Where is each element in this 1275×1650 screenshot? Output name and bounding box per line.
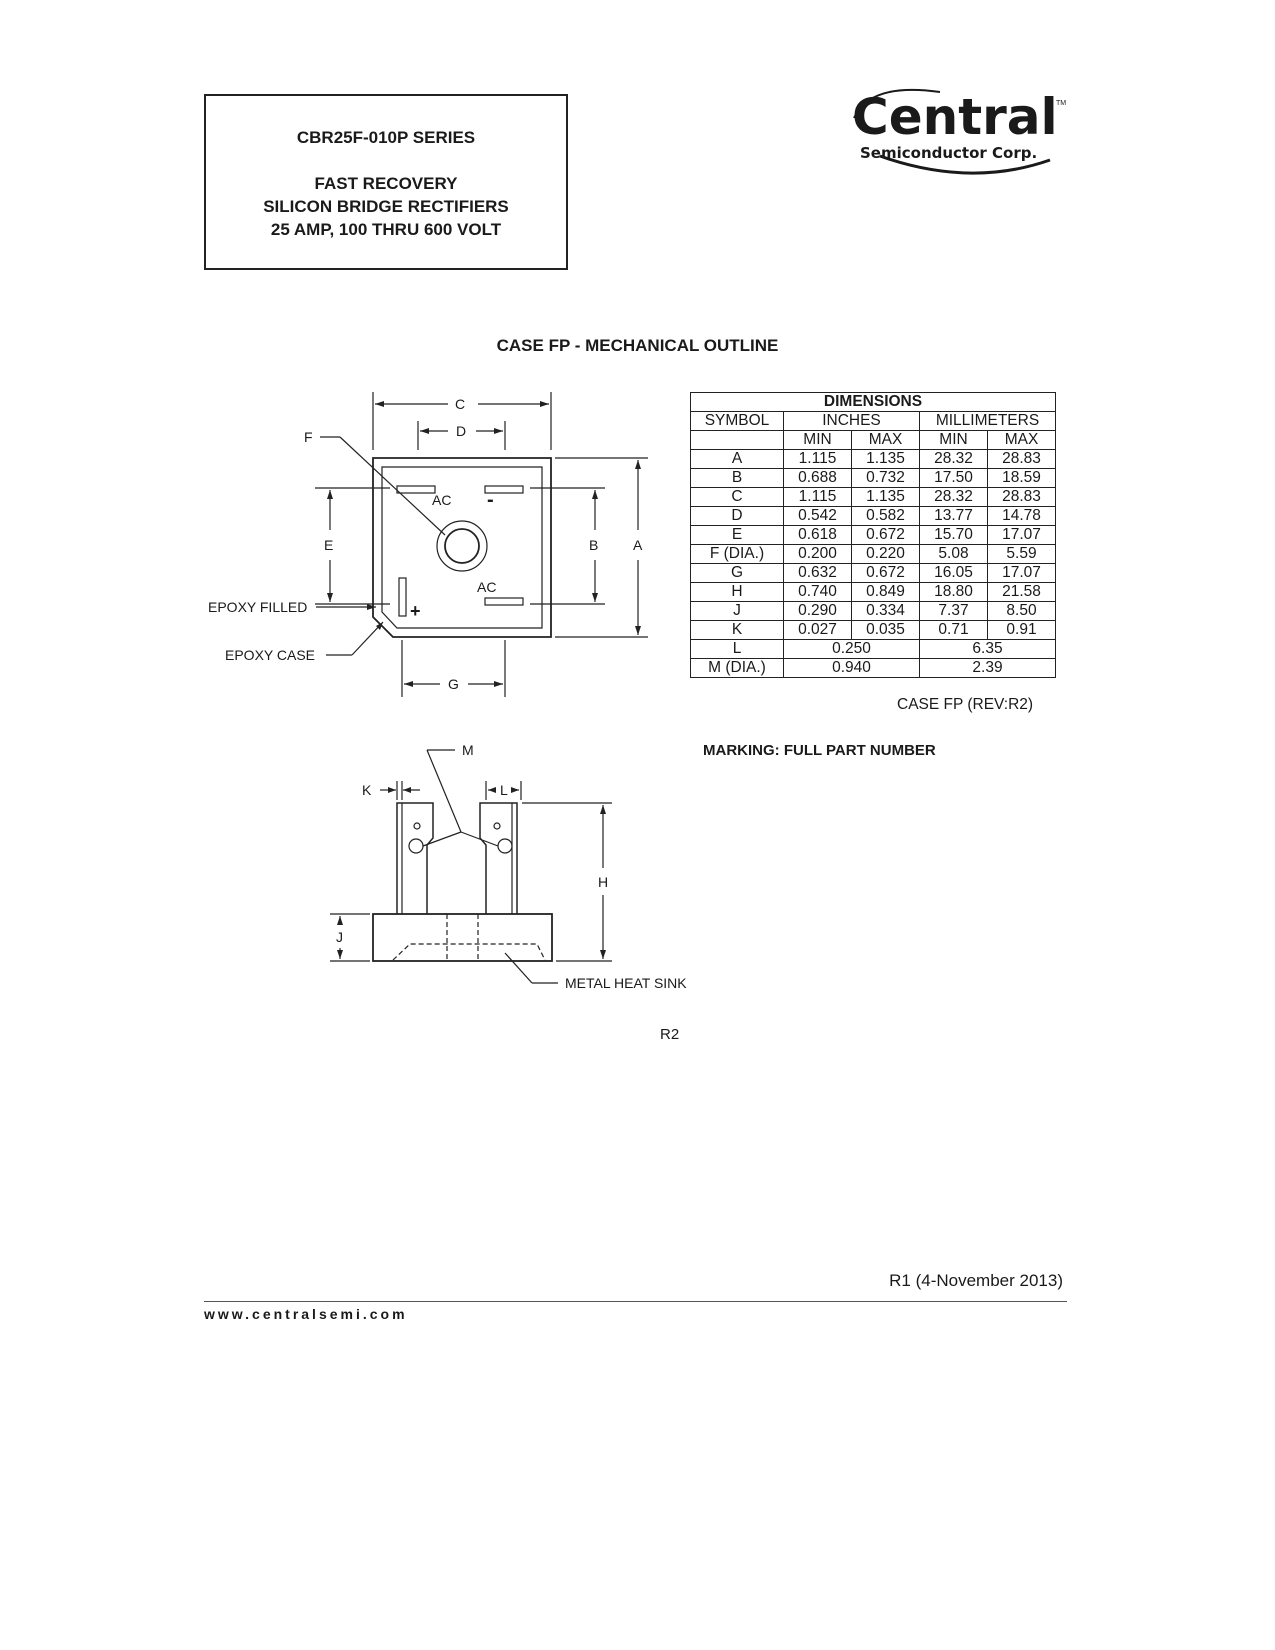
cell: 15.70 xyxy=(920,526,988,545)
cell: B xyxy=(691,469,784,488)
cell: 0.688 xyxy=(784,469,852,488)
table-row xyxy=(691,469,1056,488)
table-row xyxy=(691,659,1056,678)
section-heading: CASE FP - MECHANICAL OUTLINE xyxy=(496,336,779,355)
logo-tm: TM xyxy=(1056,100,1067,107)
cell: 28.32 xyxy=(920,488,988,507)
cell: 1.115 xyxy=(784,450,852,469)
mm-header: MILLIMETERS xyxy=(920,412,1056,431)
marking-note: MARKING: FULL PART NUMBER xyxy=(703,742,936,759)
cell: C xyxy=(691,488,784,507)
cell: J xyxy=(691,602,784,621)
table-row xyxy=(691,507,1056,526)
cell: 1.135 xyxy=(852,450,920,469)
table-row xyxy=(691,564,1056,583)
label-minus: - xyxy=(487,489,494,511)
cell: 2.39 xyxy=(920,659,1056,678)
label-m: M xyxy=(462,742,474,758)
label-c: C xyxy=(455,396,466,412)
inches-max-header: MAX xyxy=(852,431,920,450)
cell: 0.732 xyxy=(852,469,920,488)
cell: 13.77 xyxy=(920,507,988,526)
cell: K xyxy=(691,621,784,640)
cell: F (DIA.) xyxy=(691,545,784,564)
cell: E xyxy=(691,526,784,545)
cell: 5.59 xyxy=(988,545,1056,564)
cell: 0.672 xyxy=(852,526,920,545)
cell: 0.027 xyxy=(784,621,852,640)
label-ac-2: AC xyxy=(477,579,497,595)
cell: 0.91 xyxy=(988,621,1056,640)
cell: 5.08 xyxy=(920,545,988,564)
table-row xyxy=(691,450,1056,469)
logo-name: Central xyxy=(852,88,1058,146)
empty-cell xyxy=(691,431,784,450)
revision-label: R2 xyxy=(660,1026,680,1043)
mm-min-header: MIN xyxy=(920,431,988,450)
cell: 1.115 xyxy=(784,488,852,507)
label-g: G xyxy=(448,676,459,692)
series-title: CBR25F-010P SERIES xyxy=(296,128,476,147)
cell: 0.618 xyxy=(784,526,852,545)
mm-max-header: MAX xyxy=(988,431,1056,450)
table-row xyxy=(691,488,1056,507)
cell: 0.849 xyxy=(852,583,920,602)
label-epoxy-filled: EPOXY FILLED xyxy=(208,599,308,615)
cell: 18.59 xyxy=(988,469,1056,488)
dimensions-table xyxy=(690,392,1056,678)
website-link[interactable]: www.centralsemi.com xyxy=(204,1306,408,1322)
table-row xyxy=(691,583,1056,602)
cell: 28.83 xyxy=(988,488,1056,507)
label-a: A xyxy=(633,537,643,553)
cell: H xyxy=(691,583,784,602)
cell: D xyxy=(691,507,784,526)
label-epoxy-case: EPOXY CASE xyxy=(225,647,316,663)
revision-date: R1 (4-November 2013) xyxy=(889,1271,1063,1290)
cell: M (DIA.) xyxy=(691,659,784,678)
title-line-1: FAST RECOVERY xyxy=(314,174,458,193)
symbol-header: SYMBOL xyxy=(691,412,784,431)
cell: 17.07 xyxy=(988,526,1056,545)
cell: 0.632 xyxy=(784,564,852,583)
table-row xyxy=(691,526,1056,545)
cell: 16.05 xyxy=(920,564,988,583)
cell: 6.35 xyxy=(920,640,1056,659)
cell: 0.334 xyxy=(852,602,920,621)
label-plus: + xyxy=(410,601,421,621)
cell: 21.58 xyxy=(988,583,1056,602)
cell: 0.71 xyxy=(920,621,988,640)
label-ac-1: AC xyxy=(432,492,452,508)
cell: 0.035 xyxy=(852,621,920,640)
cell: 18.80 xyxy=(920,583,988,602)
logo-subtitle: Semiconductor Corp. xyxy=(860,144,1038,162)
title-line-3: 25 AMP, 100 THRU 600 VOLT xyxy=(270,220,502,239)
label-h: H xyxy=(598,874,609,890)
label-heat-sink: METAL HEAT SINK xyxy=(565,975,687,991)
label-d: D xyxy=(456,423,467,439)
cell: 0.220 xyxy=(852,545,920,564)
cell: 7.37 xyxy=(920,602,988,621)
table-row xyxy=(691,545,1056,564)
dimension-rows xyxy=(691,450,1056,678)
table-row xyxy=(691,640,1056,659)
label-b: B xyxy=(589,537,599,553)
case-note: CASE FP (REV:R2) xyxy=(897,696,1034,713)
cell: 0.542 xyxy=(784,507,852,526)
label-l: L xyxy=(500,782,508,798)
label-f: F xyxy=(304,429,313,445)
inches-header: INCHES xyxy=(784,412,920,431)
inches-min-header: MIN xyxy=(784,431,852,450)
cell: 0.582 xyxy=(852,507,920,526)
cell: 1.135 xyxy=(852,488,920,507)
cell: G xyxy=(691,564,784,583)
cell: 0.672 xyxy=(852,564,920,583)
cell: 17.07 xyxy=(988,564,1056,583)
cell: 0.250 xyxy=(784,640,920,659)
table-title: DIMENSIONS xyxy=(691,393,1056,412)
label-j: J xyxy=(336,929,343,945)
cell: A xyxy=(691,450,784,469)
label-k: K xyxy=(362,782,372,798)
cell: 17.50 xyxy=(920,469,988,488)
cell: 0.200 xyxy=(784,545,852,564)
cell: 8.50 xyxy=(988,602,1056,621)
cell: 28.32 xyxy=(920,450,988,469)
label-e: E xyxy=(324,537,334,553)
footer-rule xyxy=(204,1301,1067,1302)
cell: 28.83 xyxy=(988,450,1056,469)
table-row xyxy=(691,621,1056,640)
cell: 0.740 xyxy=(784,583,852,602)
title-line-2: SILICON BRIDGE RECTIFIERS xyxy=(263,197,509,216)
cell: L xyxy=(691,640,784,659)
cell: 14.78 xyxy=(988,507,1056,526)
table-row xyxy=(691,602,1056,621)
cell: 0.290 xyxy=(784,602,852,621)
cell: 0.940 xyxy=(784,659,920,678)
